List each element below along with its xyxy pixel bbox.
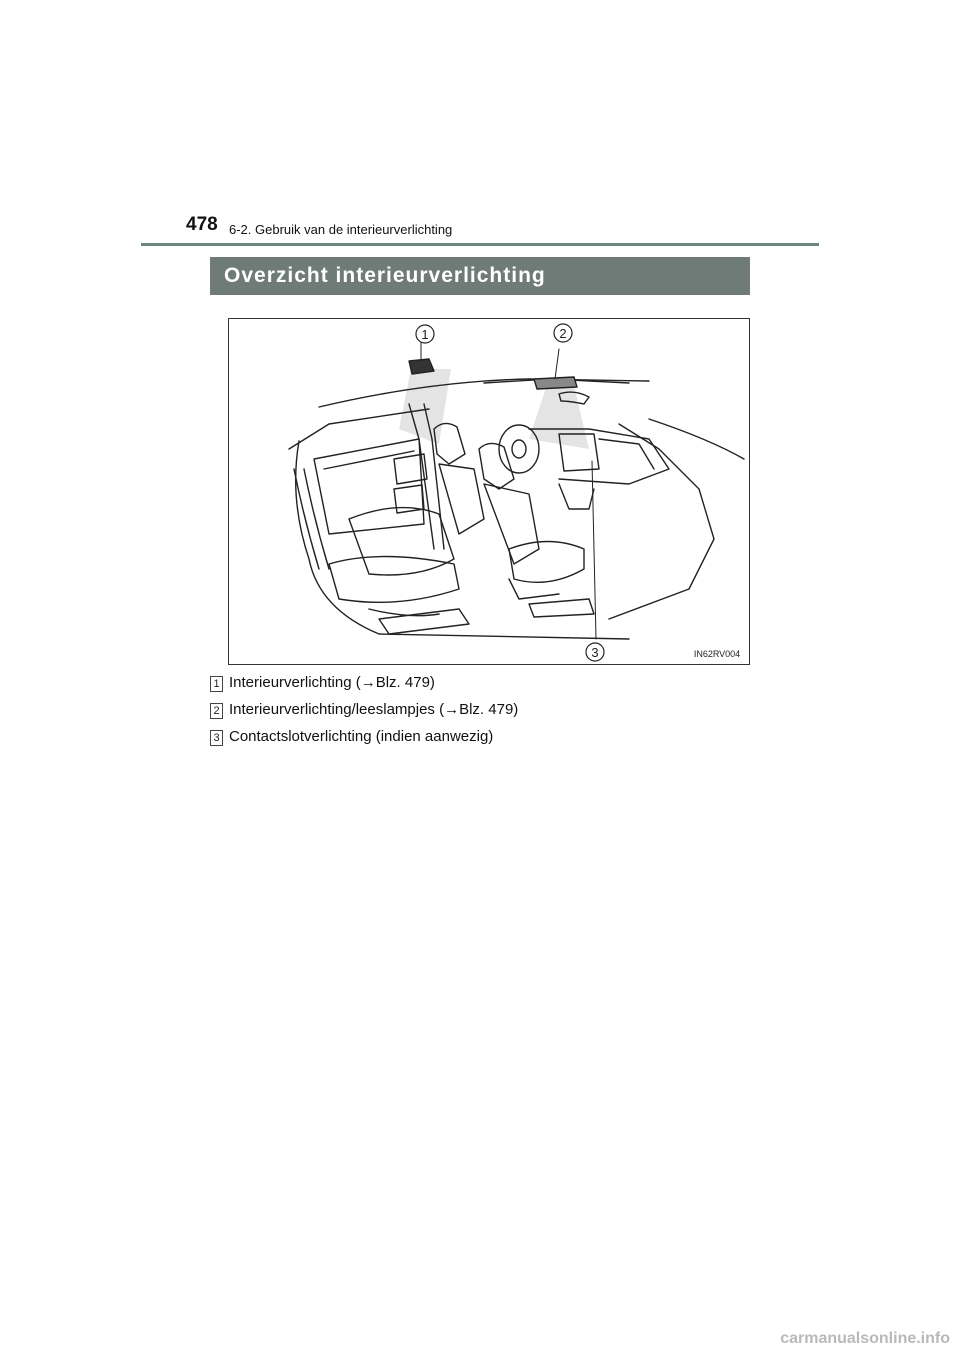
section-title-bar (210, 257, 750, 295)
interior-figure (228, 318, 750, 665)
callout-2: 2 (559, 326, 567, 341)
legend-text: Interieurverlichting (→Blz. 479) (229, 674, 435, 691)
legend-number-box: 1 (210, 676, 223, 692)
legend-number-box: 2 (210, 703, 223, 719)
header-rule (141, 243, 819, 246)
legend-item (210, 672, 770, 699)
legend-text: Interieurverlichting/leeslampjes (→Blz. 479) (229, 701, 519, 718)
section-title: Overzicht interieurverlichting (224, 264, 546, 287)
legend-item (210, 699, 770, 726)
car-interior-illustration (229, 319, 750, 665)
legend-item (210, 726, 770, 753)
legend-number-box: 3 (210, 730, 223, 746)
legend-list (210, 672, 770, 753)
figure-code: IN62RV004 (693, 649, 741, 659)
footer-watermark: carmanualsonline.info (780, 1330, 950, 1347)
legend-text: Contactslotverlichting (indien aanwezig) (229, 728, 494, 745)
callout-3: 3 (591, 645, 599, 660)
section-path: 6-2. Gebruik van de interieurverlichting (229, 222, 453, 237)
page-number: 478 (186, 214, 218, 235)
callout-1: 1 (421, 327, 429, 342)
